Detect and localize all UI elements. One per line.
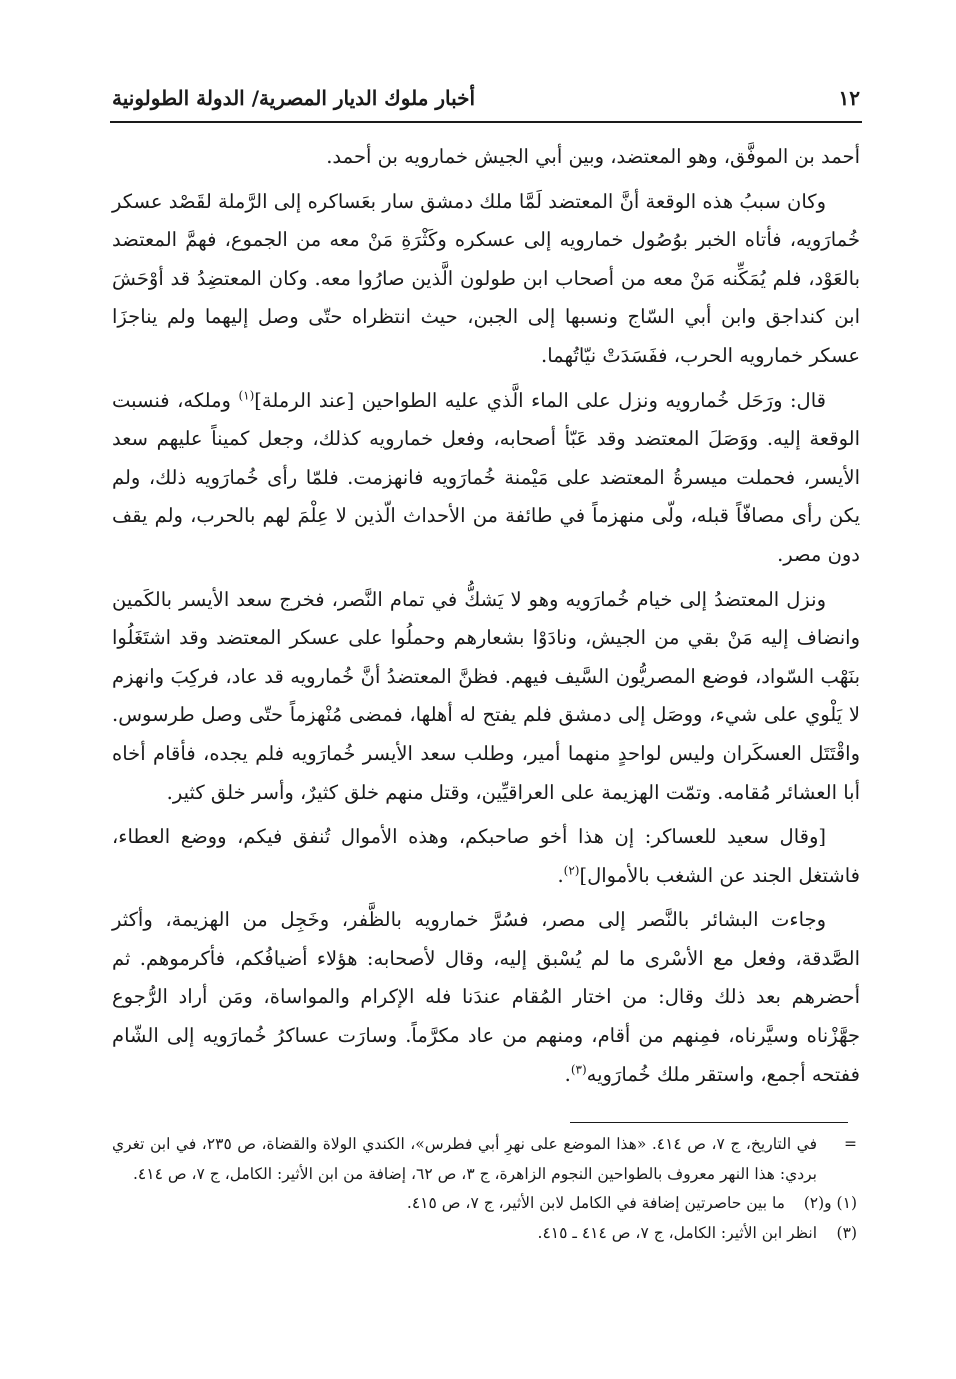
footnote-mark: (٣) bbox=[836, 1223, 857, 1242]
footnote-ref-2: (٢) bbox=[563, 863, 580, 878]
footnote-ref-1: (١) bbox=[238, 388, 255, 403]
paragraph-6-end: . bbox=[564, 1062, 571, 1086]
running-head bbox=[112, 80, 860, 116]
paragraph-4: ونزل المعتضدُ إلى خيام خُمارَويه وهو لا يَشكُّ في تمام النَّصر، فخرج سعد الأيسر بالكَمين وانضاف إليه مَنْ بقي من الجيش، ونادَوْا بشعارهم وحملُوا على عسكر المعتضد وقد اشتَغَلُوا بنَهْب السّواد، فوضع المصريُّون السَّيف فيهم. فظنَّ المعتضدُ أنَّ خُمارويه قد عاد، فركِبَ وانهزم لا يَلْوي على شيء، ووصَل إلى دمشق فلم يفتح له أهلها، فمضى مُنْهزماً حتّى وصل طرسوس. واقْتَتَل العسكَران وليس لواحدٍ منهما أمير، وطلب سعد الأيسر خُمارَويه فلم يجده، فأقام أخاه أبا العشائر مُقامه. وتمّت الهزيمة على العراقيِّين، وقتل منهم خلق كثيرٌ، وأسر خلق كثير. bbox=[112, 587, 860, 804]
footnote-mark: = bbox=[844, 1135, 857, 1153]
footnote-text: ما بين حاصرتين إضافة في الكامل لابن الأثير، ج ٧، ص ٤١٥. bbox=[406, 1194, 785, 1212]
running-title: أخبار ملوك الديار المصرية/ الدولة الطولونية bbox=[112, 86, 476, 110]
footnote-text: انظر ابن الأثير: الكامل، ج ٧، ص ٤١٤ ـ ٤١٥. bbox=[537, 1223, 817, 1242]
footnote-ref-3: (٣) bbox=[570, 1062, 587, 1077]
paragraph-3 bbox=[112, 382, 860, 575]
footnote-3 bbox=[112, 1219, 857, 1249]
footnote-1-2 bbox=[112, 1189, 857, 1219]
paragraph-5-text: [وقال سعيد للعساكر: إن هذا أخو صاحبكم، وهذه الأموال تُنفق فيكم، ووضع العطاء، فاشتغل الجند عن الشغب بالأموال] bbox=[112, 825, 860, 887]
paragraph-3-rest: وملكه، فنسبت الوقعة إليه. ووَصَلَ المعتضد وقد عَبّأ أصحابه، وفعل خمارويه كذلك، وجعل كميناً عليهم سعد الأيسر، فحملت ميسرةُ المعتضد على مَيْمنة خُمارَويه فانهزمت. فلمّا رأى خُمارَويه ذلك، ولم يكن رأى مصافّاً قبله، ولّى منهزماً في طائفة من الأحداث الّذين لا عِلْمَ لهم بالحرب، ولم يقف دون مصر. bbox=[112, 388, 860, 566]
paragraph-6 bbox=[112, 901, 860, 1094]
paragraph-3-text: قال: ورَحَل خُمارويه ونزل على الماء الَّذي عليه الطواحين [عند الرملة] bbox=[254, 388, 826, 412]
header-rule bbox=[110, 121, 862, 123]
page-number: ١٢ bbox=[838, 86, 860, 110]
footnote-separator bbox=[570, 1122, 848, 1123]
paragraph-1: أحمد بن الموفَّق، وهو المعتضد، وبين أبي الجيش خمارويه بن أحمد. bbox=[326, 145, 860, 168]
paragraph-5-end: . bbox=[557, 863, 564, 887]
footnote-text: في التاريخ، ج ٧، ص ٤١٤. «هذا الموضع على نهرِ أبي فطرس»، الكندي الولاة والقضاة، ص ٢٣٥، في ابن تغري بردي: هذا النهر معروف بالطواحين النجوم الزاهرة، ج ٣، ص ٦٢، إضافة من ابن الأثير: الكامل، ج ٧، ص ٤١٤. bbox=[112, 1135, 817, 1183]
paragraph-6-text: وجاءت البشائر بالنَّصر إلى مصر، فسُرَّ خمارويه بالظَّفر، وخَجِل من الهزيمة، وأكثر الصَّدقة، وفعل مع الأسْرى ما لم يُسْبق إليه، وقال لأصحابه: هؤلاء أضيافُكم، فأكرموهم. ثم أحضرهم بعد ذلك وقال: من اختار المُقام عندَنا فله الإكرام والمواساة، ومَن أراد الرُّجوع جهَّزْناه وسيَّرناه، فمِنهم من أقام، ومنهم من عاد مكرَّماً. وسارَت عساكرُ خُمارَويه إلى الشّام ففتحه أجمع، واستقر ملك خُمارَويه bbox=[112, 908, 860, 1086]
paragraph-5 bbox=[112, 818, 860, 895]
footnote-mark: (١) و(٢) bbox=[803, 1194, 857, 1212]
footnotes bbox=[112, 1130, 857, 1248]
paragraph-2: وكان سببُ هذه الوقعة أنَّ المعتضد لَمَّا ملك دمشق سار بعَساكره إلى الرَّملة لقَصْد عسكر خُمارَويه، فأتاه الخبر بوُصُول خمارويه إلى عسكره وكَثْرَةِ مَنْ معه من الجموع، فهمَّ المعتضد بالعَوْد، فلم يُمَكِّنه مَنْ معه من أصحاب ابن طولون الَّذين صارُوا معه. وكان المعتضِدُ قد أوْحَشَ ابن كنداجق وابن أبي السّاج ونسبها إلى الجبن، حيث انتظراه حتّى وصل إليهما ولم يناجزَا عسكر خمارويه الحرب، ففَسَدَتْ نيّاتُهما. bbox=[112, 189, 860, 367]
main-text bbox=[112, 138, 860, 1100]
footnote-continued bbox=[112, 1130, 857, 1189]
